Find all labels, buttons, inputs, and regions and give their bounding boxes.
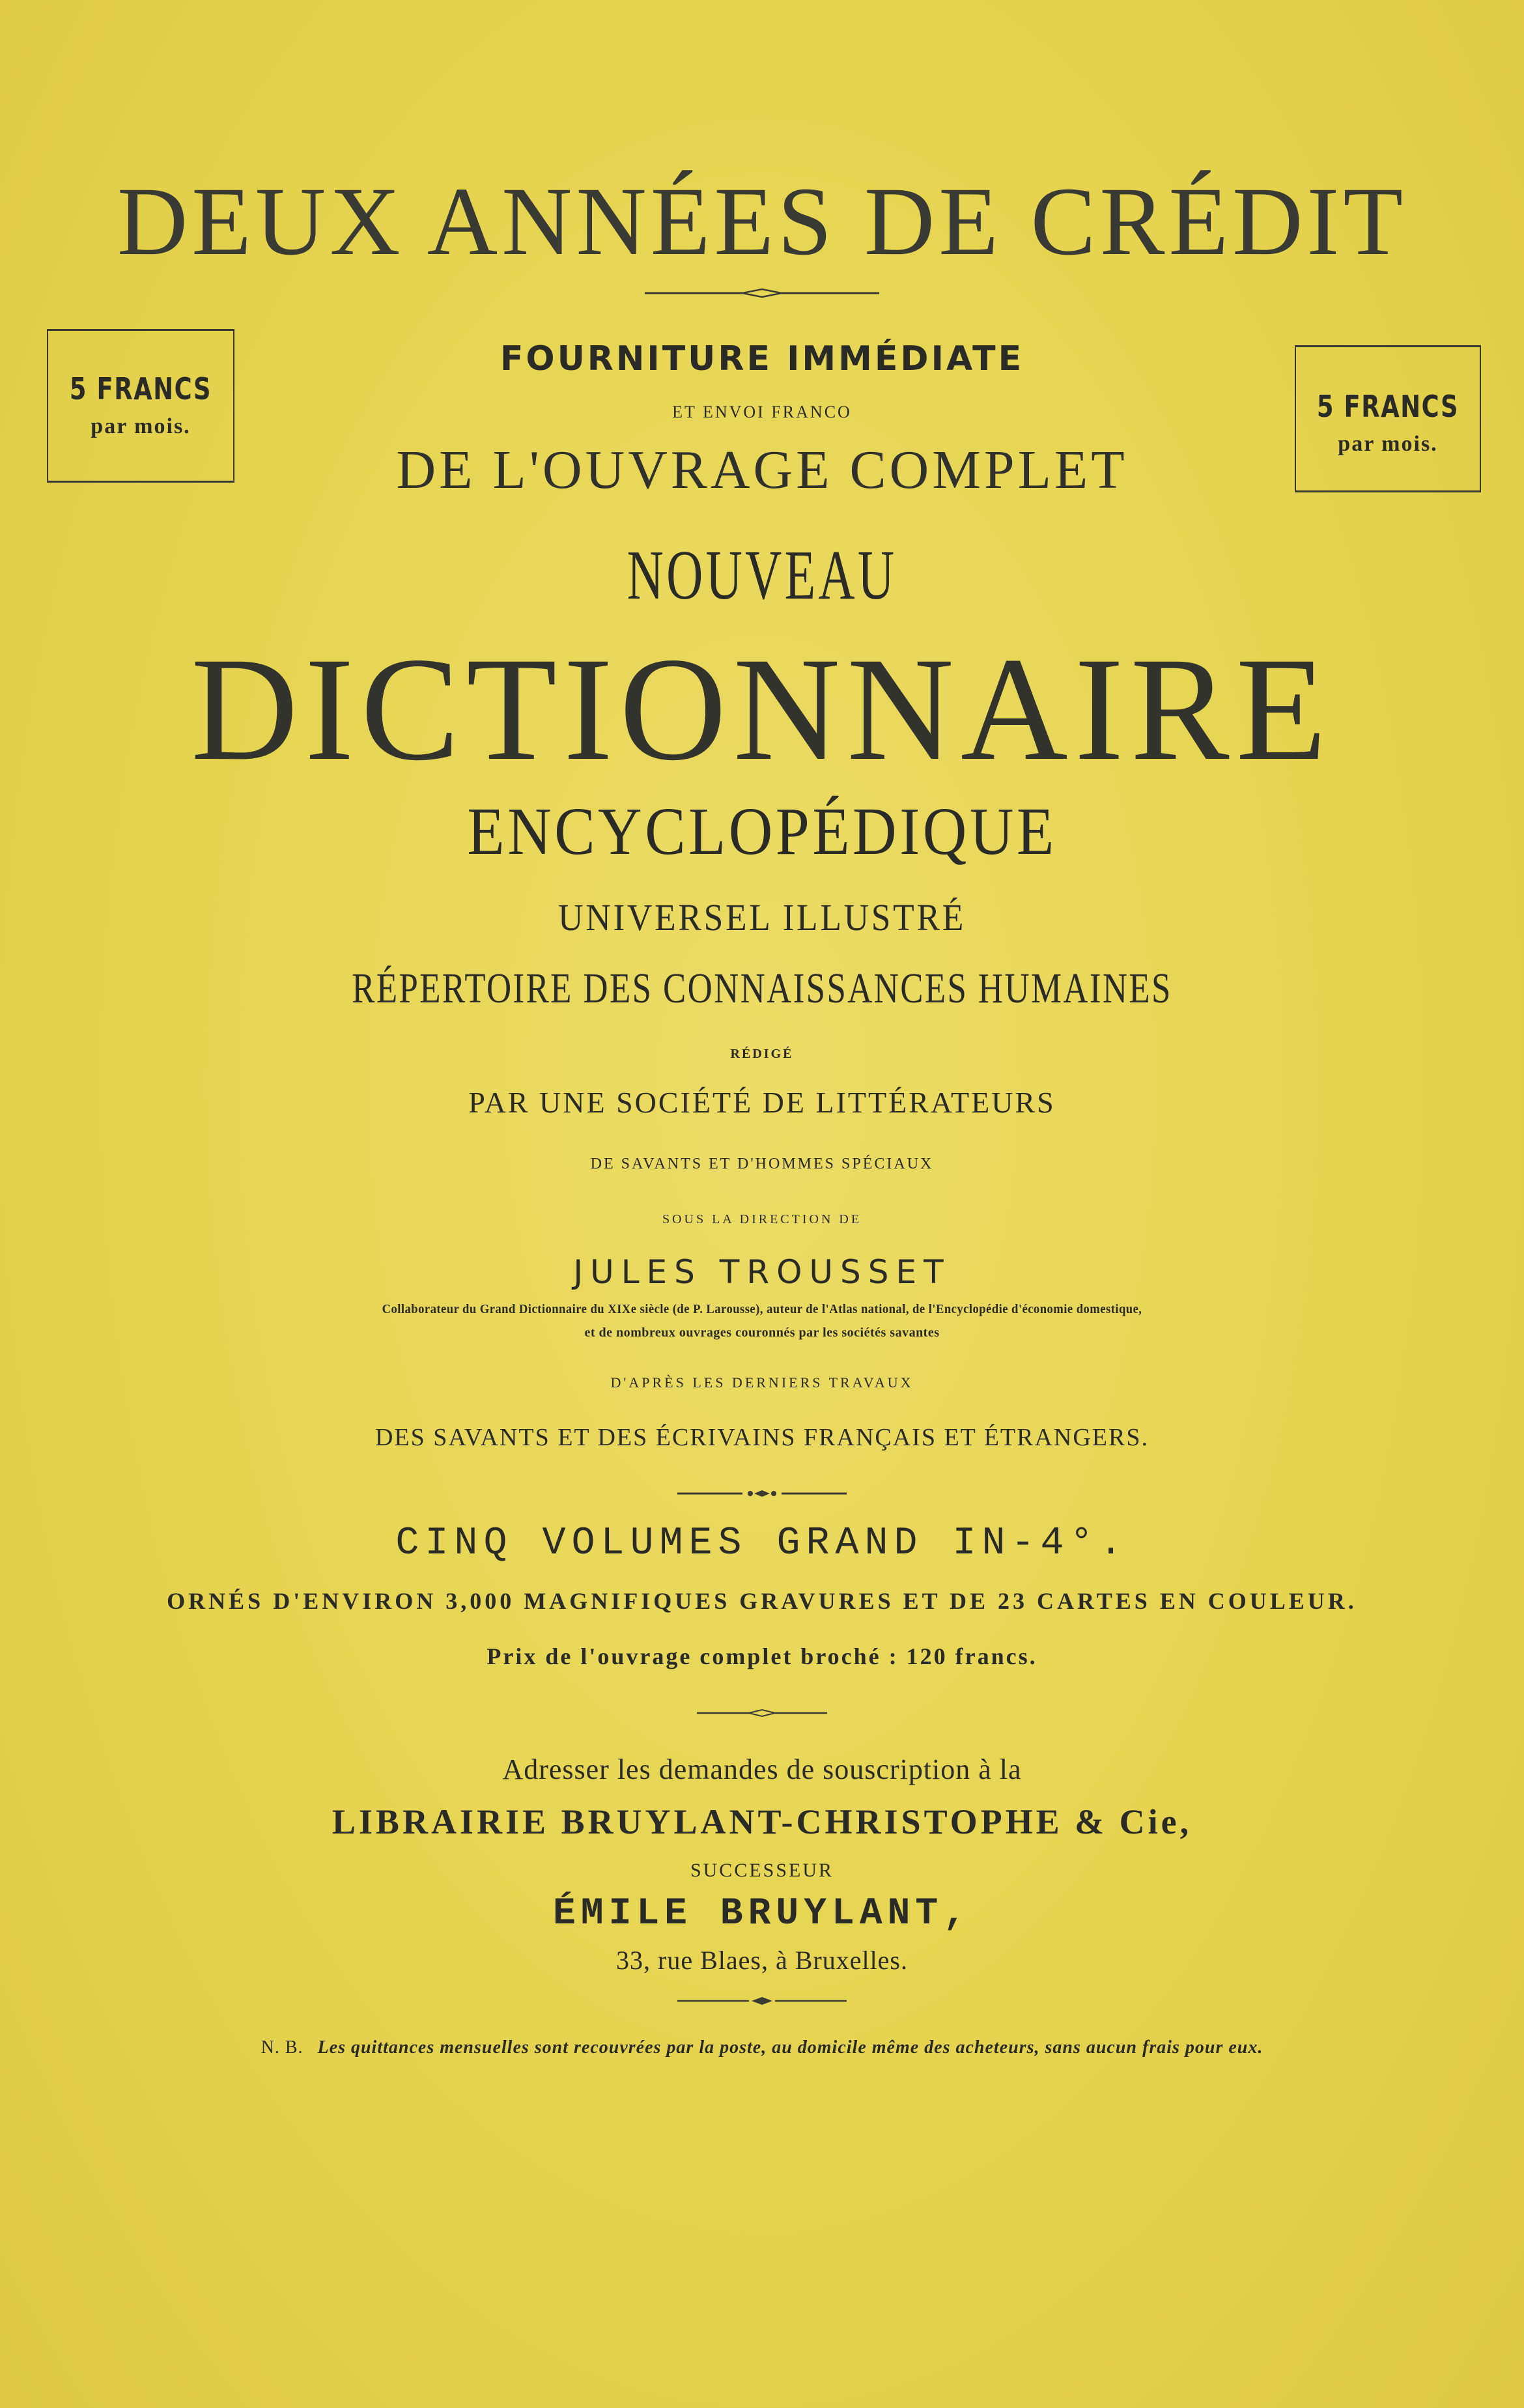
author-credentials-line1: Collaborateur du Grand Dictionnaire du XIXe siècle (de P. Larousse), auteur de l'Atlas national, de l'Encyclopédie d'économie domestique, bbox=[382, 1302, 1142, 1316]
price-period-right: par mois. bbox=[1338, 432, 1438, 456]
adresser-demandes: Adresser les demandes de souscription à la bbox=[502, 1753, 1022, 1785]
ornament-rule-top bbox=[0, 287, 1524, 300]
librairie-name: LIBRAIRIE BRUYLANT-CHRISTOPHE & Cie, bbox=[332, 1802, 1192, 1841]
price-amount-right: 5 FRANCS bbox=[1316, 389, 1460, 424]
fourniture-immediate: FOURNITURE IMMÉDIATE bbox=[500, 339, 1024, 378]
title-encyclopedique: ENCYCLOPÉDIQUE bbox=[467, 794, 1057, 869]
nota-bene bbox=[0, 2039, 1524, 2057]
price-amount-left: 5 FRANCS bbox=[69, 371, 212, 406]
apres-travaux: D'APRÈS LES DERNIERS TRAVAUX bbox=[610, 1374, 914, 1391]
nb-text: Les quittances mensuelles sont recouvrées par la poste, au domicile même des acheteurs, sans aucun frais pour eux. bbox=[317, 2037, 1263, 2058]
title-nouveau: NOUVEAU bbox=[627, 537, 897, 614]
cinq-volumes: CINQ VOLUMES GRAND IN-4°. bbox=[395, 1522, 1129, 1566]
successor-name: ÉMILE BRUYLANT, bbox=[552, 1893, 972, 1935]
direction-label: SOUS LA DIRECTION DE bbox=[662, 1212, 862, 1226]
redige-label: RÉDIGÉ bbox=[730, 1047, 794, 1061]
publisher-address: 33, rue Blaes, à Bruxelles. bbox=[616, 1946, 908, 1975]
headline-credit: DEUX ANNÉES DE CRÉDIT bbox=[117, 167, 1407, 276]
author-name: JULES TROUSSET bbox=[573, 1253, 951, 1291]
envoi-franco: ET ENVOI FRANCO bbox=[672, 403, 852, 421]
prix-ouvrage: Prix de l'ouvrage complet broché : 120 francs. bbox=[487, 1643, 1037, 1669]
subtitle-repertoire: RÉPERTOIRE DES CONNAISSANCES HUMAINES bbox=[352, 965, 1172, 1012]
subtitle-universel: UNIVERSEL ILLUSTRÉ bbox=[558, 896, 966, 939]
ouvrage-complet: DE L'OUVRAGE COMPLET bbox=[396, 440, 1128, 500]
savants-line: DE SAVANTS ET D'HOMMES SPÉCIAUX bbox=[590, 1155, 934, 1172]
nb-prefix: N. B. bbox=[261, 2037, 303, 2058]
ornes-gravures: ORNÉS D'ENVIRON 3,000 MAGNIFIQUES GRAVURES ET DE 23 CARTES EN COULEUR. bbox=[167, 1588, 1357, 1614]
societe-line: PAR UNE SOCIÉTÉ DE LITTÉRATEURS bbox=[468, 1086, 1056, 1119]
ornament-rule-middle bbox=[0, 1487, 1524, 1500]
price-period-left: par mois. bbox=[91, 414, 191, 438]
savants-ecrivains: DES SAVANTS ET DES ÉCRIVAINS FRANÇAIS ET ÉTRANGERS. bbox=[374, 1424, 1149, 1451]
ornament-rule-lower bbox=[0, 1707, 1524, 1720]
successeur-label: SUCCESSEUR bbox=[690, 1860, 834, 1881]
author-credentials-line2: et de nombreux ouvrages couronnés par les sociétés savantes bbox=[584, 1325, 940, 1340]
ornament-rule-bottom bbox=[0, 1994, 1524, 2007]
title-dictionnaire: DICTIONNAIRE bbox=[191, 627, 1333, 791]
